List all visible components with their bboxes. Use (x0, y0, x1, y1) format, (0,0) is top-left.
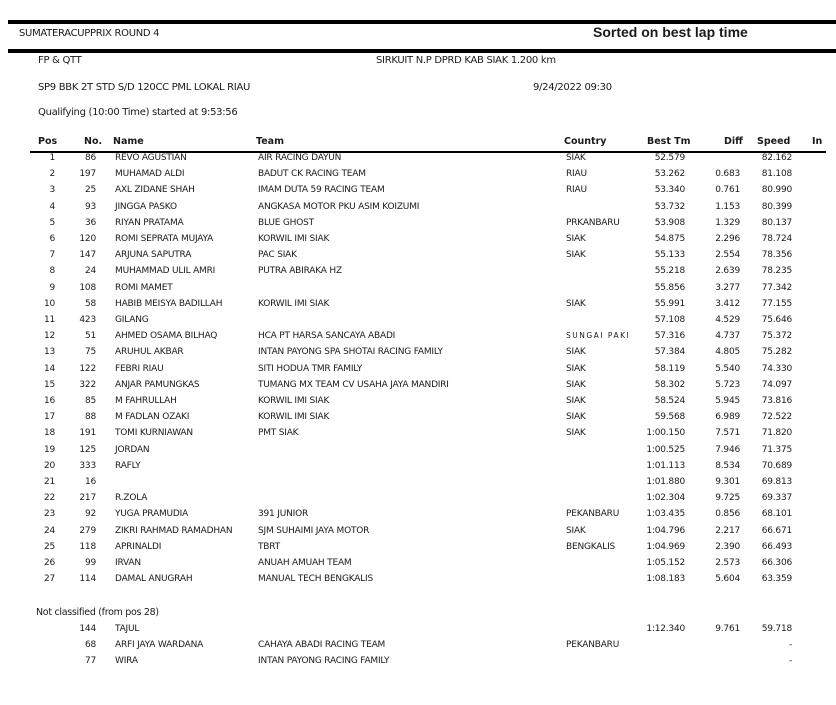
cell-pos: 3 (49, 185, 55, 196)
col-header-name: Name (113, 136, 144, 147)
cell-no: 197 (79, 169, 96, 180)
cell-no: 108 (79, 282, 96, 293)
cell-best: 52.579 (654, 153, 685, 163)
cell-speed: 66.493 (761, 541, 792, 552)
cell-diff: 2.573 (715, 558, 740, 568)
cell-pos: 6 (49, 234, 55, 244)
col-header-country: Country (564, 136, 607, 147)
cell-no: 68 (84, 640, 96, 650)
cell-diff: 2.296 (715, 234, 740, 244)
table-row (0, 347, 836, 363)
cell-speed: 75.372 (761, 331, 792, 342)
cell-speed: 75.282 (761, 347, 792, 358)
cell-speed: 78.235 (761, 266, 792, 277)
cell-team: HCA PT HARSA SANCAYA ABADI (258, 331, 396, 342)
cell-diff: 7.946 (715, 444, 740, 455)
cell-diff: 0.761 (715, 185, 740, 196)
cell-team: AIR RACING DAYUN (258, 153, 342, 163)
cell-name: TAJUL (115, 624, 140, 634)
cell-pos: 1 (49, 153, 55, 163)
cell-best: 53.262 (654, 169, 685, 180)
cell-country: RIAU (566, 185, 587, 196)
cell-name: JINGGA PASKO (115, 201, 177, 212)
table-row (0, 656, 836, 672)
col-header-diff: Diff (724, 136, 743, 147)
cell-no: 25 (84, 185, 96, 196)
cell-best: 53.340 (654, 185, 685, 196)
cell-name: GILANG (115, 315, 149, 325)
cell-speed: - (788, 656, 792, 666)
cell-name: ARJUNA SAPUTRA (115, 250, 192, 261)
cell-speed: 74.097 (761, 379, 792, 390)
cell-name: ARFI JAYA WARDANA (115, 640, 204, 650)
cell-diff: 7.571 (715, 428, 740, 439)
cell-no: 217 (79, 493, 96, 504)
cell-speed: 68.101 (761, 509, 792, 520)
cell-no: 85 (84, 396, 96, 406)
cell-speed: 80.137 (761, 217, 792, 228)
col-header-in: In (812, 136, 823, 147)
cell-diff: 5.540 (715, 363, 740, 374)
header-rule (8, 49, 836, 53)
cell-best: 1:01.880 (646, 477, 685, 487)
circuit-info: SIRKUIT N.P DPRD KAB SIAK 1.200 km (376, 55, 556, 66)
cell-best: 57.108 (654, 315, 685, 325)
cell-diff: 2.639 (715, 266, 740, 277)
table-row (0, 526, 836, 542)
cell-best: 1:00.150 (646, 428, 685, 439)
cell-name: R.ZOLA (115, 493, 148, 504)
col-header-best: Best Tm (647, 136, 691, 147)
table-row (0, 509, 836, 525)
cell-diff: 0.856 (715, 509, 740, 520)
cell-speed: 75.646 (761, 315, 792, 325)
cell-diff: 9.761 (715, 624, 740, 634)
session-type: FP & QTT (38, 55, 82, 66)
cell-name: AHMED OSAMA BILHAQ (115, 331, 218, 342)
table-row (0, 218, 836, 234)
cell-name: ANJAR PAMUNGKAS (115, 379, 200, 390)
cell-country: SIAK (566, 412, 586, 423)
cell-speed: 81.108 (761, 169, 792, 180)
cell-diff: 5.723 (715, 379, 740, 390)
cell-no: 144 (79, 624, 96, 634)
cell-diff: 4.737 (715, 331, 740, 342)
cell-best: 57.384 (654, 347, 685, 358)
race-class: SP9 BBK 2T STD S/D 120CC PML LOKAL RIAU (38, 82, 251, 93)
table-row (0, 558, 836, 574)
table-row (0, 283, 836, 299)
cell-team: PMT SIAK (258, 428, 299, 439)
cell-best: 1:00.525 (646, 444, 685, 455)
table-row (0, 202, 836, 218)
cell-best: 58.302 (654, 379, 685, 390)
cell-no: 58 (84, 298, 96, 309)
cell-diff: 3.412 (715, 298, 740, 309)
cell-no: 36 (84, 217, 96, 228)
event-title: SUMATERACUPPRIX ROUND 4 (19, 28, 160, 39)
cell-speed: 59.718 (761, 624, 792, 634)
cell-no: 51 (84, 331, 96, 342)
cell-name: M FADLAN OZAKI (115, 412, 190, 423)
cell-diff: 4.805 (715, 347, 740, 358)
cell-name: AXL ZIDANE SHAH (115, 185, 195, 196)
cell-speed: 77.342 (761, 282, 792, 293)
cell-pos: 12 (43, 331, 55, 342)
table-row (0, 445, 836, 461)
table-row (0, 250, 836, 266)
cell-speed: 71.820 (761, 428, 792, 439)
cell-diff: 9.725 (715, 493, 740, 504)
cell-pos: 20 (43, 460, 55, 471)
cell-diff: 9.301 (715, 477, 740, 487)
cell-speed: 69.813 (761, 477, 792, 487)
cell-pos: 14 (43, 363, 55, 374)
cell-name: ZIKRI RAHMAD RAMADHAN (115, 525, 233, 536)
cell-name: IRVAN (115, 558, 141, 568)
cell-diff: 1.329 (715, 217, 740, 228)
table-row (0, 428, 836, 444)
cell-no: 99 (84, 558, 96, 568)
cell-speed: 66.306 (761, 558, 792, 568)
cell-country: SIAK (566, 298, 586, 309)
cell-team: INTAN PAYONG SPA SHOTAI RACING FAMILY (258, 347, 443, 358)
col-header-speed: Speed (757, 136, 791, 147)
table-row (0, 153, 836, 169)
cell-diff: 2.390 (715, 541, 740, 552)
col-header-no: No. (84, 136, 103, 147)
cell-no: 279 (79, 525, 96, 536)
cell-country: SIAK (566, 428, 586, 439)
cell-team: KORWIL IMI SIAK (258, 412, 330, 423)
cell-name: MUHAMAD ALDI (115, 169, 185, 180)
table-row (0, 461, 836, 477)
cell-name: WIRA (115, 656, 138, 666)
cell-diff: 5.604 (715, 574, 740, 585)
cell-country: PRKANBARU (566, 217, 620, 228)
cell-speed: 66.671 (761, 525, 792, 536)
cell-best: 55.218 (654, 266, 685, 277)
cell-no: 114 (79, 574, 96, 585)
cell-diff: 3.277 (715, 282, 740, 293)
cell-best: 58.524 (654, 396, 685, 406)
cell-best: 54.875 (654, 234, 685, 244)
cell-diff: 5.945 (715, 396, 740, 406)
cell-best: 53.732 (654, 201, 685, 212)
table-row (0, 574, 836, 590)
table-row (0, 412, 836, 428)
col-header-pos: Pos (38, 136, 58, 147)
cell-name: HABIB MEISYA BADILLAH (115, 298, 223, 309)
cell-best: 1:01.113 (646, 460, 685, 471)
cell-name: REVO AGUSTIAN (115, 153, 187, 163)
cell-country: PEKANBARU (566, 509, 620, 520)
cell-name: ROMI MAMET (115, 282, 173, 293)
cell-pos: 22 (43, 493, 55, 504)
cell-pos: 23 (43, 509, 55, 520)
cell-name: ARUHUL AKBAR (115, 347, 184, 358)
cell-name: RAFLY (115, 460, 141, 471)
cell-speed: 78.356 (761, 250, 792, 261)
cell-speed: 70.689 (761, 460, 792, 471)
cell-pos: 19 (43, 444, 55, 455)
cell-diff: 2.217 (715, 525, 740, 536)
cell-speed: 74.330 (761, 363, 792, 374)
cell-country: SIAK (566, 234, 586, 244)
cell-no: 77 (84, 656, 96, 666)
table-row (0, 640, 836, 656)
cell-speed: 77.155 (761, 298, 792, 309)
cell-team: PAC SIAK (258, 250, 297, 261)
cell-no: 147 (79, 250, 96, 261)
cell-pos: 17 (43, 412, 55, 423)
cell-name: TOMI KURNIAWAN (115, 428, 193, 439)
cell-name: RIYAN PRATAMA (115, 217, 184, 228)
cell-pos: 11 (43, 315, 55, 325)
cell-name: ROMI SEPRATA MUJAYA (115, 234, 214, 244)
cell-name: JORDAN (115, 444, 150, 455)
cell-speed: 80.399 (761, 201, 792, 212)
cell-no: 322 (79, 379, 96, 390)
cell-team: TBRT (258, 541, 280, 552)
cell-team: KORWIL IMI SIAK (258, 234, 330, 244)
cell-country: SIAK (566, 396, 586, 406)
cell-best: 1:08.183 (646, 574, 685, 585)
cell-pos: 5 (49, 217, 55, 228)
cell-team: IMAM DUTA 59 RACING TEAM (258, 185, 385, 196)
cell-no: 125 (79, 444, 96, 455)
cell-team: SJM SUHAIMI JAYA MOTOR (258, 525, 370, 536)
cell-no: 88 (84, 412, 96, 423)
table-row (0, 299, 836, 315)
cell-diff: 0.683 (715, 169, 740, 180)
cell-country: SIAK (566, 347, 586, 358)
cell-best: 1:02.304 (646, 493, 685, 504)
cell-best: 55.133 (654, 250, 685, 261)
cell-name: FEBRI RIAU (115, 363, 164, 374)
cell-pos: 15 (43, 379, 55, 390)
cell-name: M FAHRULLAH (115, 396, 177, 406)
not-classified-label: Not classified (from pos 28) (36, 607, 159, 618)
cell-speed: 63.359 (761, 574, 792, 585)
cell-name: MUHAMMAD ULIL AMRI (115, 266, 216, 277)
cell-pos: 10 (43, 298, 55, 309)
cell-country: PEKANBARU (566, 640, 620, 650)
cell-no: 92 (84, 509, 96, 520)
cell-team: ANUAH AMUAH TEAM (258, 558, 352, 568)
cell-country: SIAK (566, 379, 586, 390)
cell-speed: 80.990 (761, 185, 792, 196)
table-row (0, 315, 836, 331)
cell-speed: - (788, 640, 792, 650)
table-row (0, 380, 836, 396)
table-row (0, 185, 836, 201)
cell-country: SIAK (566, 363, 586, 374)
table-row (0, 542, 836, 558)
cell-pos: 21 (43, 477, 55, 487)
cell-pos: 8 (49, 266, 55, 277)
cell-speed: 71.375 (761, 444, 792, 455)
cell-team: KORWIL IMI SIAK (258, 396, 330, 406)
cell-diff: 2.554 (715, 250, 740, 261)
cell-name: APRINALDI (115, 541, 162, 552)
cell-no: 16 (84, 477, 96, 487)
session-datetime: 9/24/2022 09:30 (533, 82, 612, 93)
cell-diff: 4.529 (715, 315, 740, 325)
table-row (0, 624, 836, 640)
cell-no: 191 (79, 428, 96, 439)
cell-name: DAMAL ANUGRAH (115, 574, 193, 585)
cell-pos: 2 (49, 169, 55, 180)
cell-no: 120 (79, 234, 96, 244)
col-header-team: Team (256, 136, 284, 147)
cell-pos: 26 (43, 558, 55, 568)
cell-best: 1:05.152 (646, 558, 685, 568)
table-row (0, 493, 836, 509)
cell-team: ANGKASA MOTOR PKU ASIM KOIZUMI (258, 201, 420, 212)
cell-diff: 8.534 (715, 460, 740, 471)
cell-country: SUNGAI PAKI (566, 331, 631, 341)
cell-team: SITI HODUA TMR FAMILY (258, 363, 363, 374)
table-row (0, 396, 836, 412)
cell-best: 58.119 (654, 363, 685, 374)
cell-team: MANUAL TECH BENGKALIS (258, 574, 374, 585)
table-row (0, 169, 836, 185)
cell-no: 24 (84, 266, 96, 277)
cell-team: BADUT CK RACING TEAM (258, 169, 366, 180)
cell-team: TUMANG MX TEAM CV USAHA JAYA MANDIRI (258, 379, 449, 390)
cell-pos: 7 (49, 250, 55, 261)
cell-best: 1:04.969 (646, 541, 685, 552)
cell-pos: 16 (43, 396, 55, 406)
cell-pos: 18 (43, 428, 55, 439)
cell-no: 423 (79, 315, 96, 325)
cell-no: 75 (84, 347, 96, 358)
cell-best: 1:12.340 (646, 624, 685, 634)
sort-label: Sorted on best lap time (593, 24, 748, 40)
cell-best: 57.316 (654, 331, 685, 342)
cell-pos: 27 (43, 574, 55, 585)
cell-diff: 1.153 (715, 201, 740, 212)
table-row (0, 477, 836, 493)
cell-country: BENGKALIS (566, 541, 616, 552)
cell-speed: 78.724 (761, 234, 792, 244)
cell-speed: 72.522 (761, 412, 792, 423)
cell-pos: 13 (43, 347, 55, 358)
cell-team: INTAN PAYONG RACING FAMILY (258, 656, 390, 666)
cell-country: SIAK (566, 153, 586, 163)
cell-best: 59.568 (654, 412, 685, 423)
cell-country: SIAK (566, 250, 586, 261)
cell-no: 93 (84, 201, 96, 212)
cell-team: PUTRA ABIRAKA HZ (258, 266, 342, 277)
cell-speed: 69.337 (761, 493, 792, 504)
cell-no: 333 (79, 460, 96, 471)
cell-team: KORWIL IMI SIAK (258, 298, 330, 309)
cell-no: 86 (84, 153, 96, 163)
cell-name: YUGA PRAMUDIA (115, 509, 189, 520)
cell-country: RIAU (566, 169, 587, 180)
cell-no: 118 (79, 541, 96, 552)
cell-best: 55.856 (654, 282, 685, 293)
cell-best: 53.908 (654, 217, 685, 228)
cell-pos: 25 (43, 541, 55, 552)
cell-speed: 73.816 (761, 396, 792, 406)
cell-best: 55.991 (654, 298, 685, 309)
cell-pos: 24 (43, 525, 55, 536)
table-row (0, 331, 836, 347)
session-info: Qualifying (10:00 Time) started at 9:53:56 (38, 107, 238, 118)
cell-best: 1:03.435 (646, 509, 685, 520)
table-row (0, 364, 836, 380)
cell-team: BLUE GHOST (258, 217, 314, 228)
cell-country: SIAK (566, 525, 586, 536)
cell-pos: 9 (49, 282, 55, 293)
table-row (0, 234, 836, 250)
cell-speed: 82.162 (761, 153, 792, 163)
table-row (0, 266, 836, 282)
cell-pos: 4 (49, 201, 55, 212)
cell-no: 122 (79, 363, 96, 374)
cell-diff: 6.989 (715, 412, 740, 423)
cell-best: 1:04.796 (646, 525, 685, 536)
cell-team: CAHAYA ABADI RACING TEAM (258, 640, 386, 650)
cell-team: 391 JUNIOR (258, 509, 309, 520)
